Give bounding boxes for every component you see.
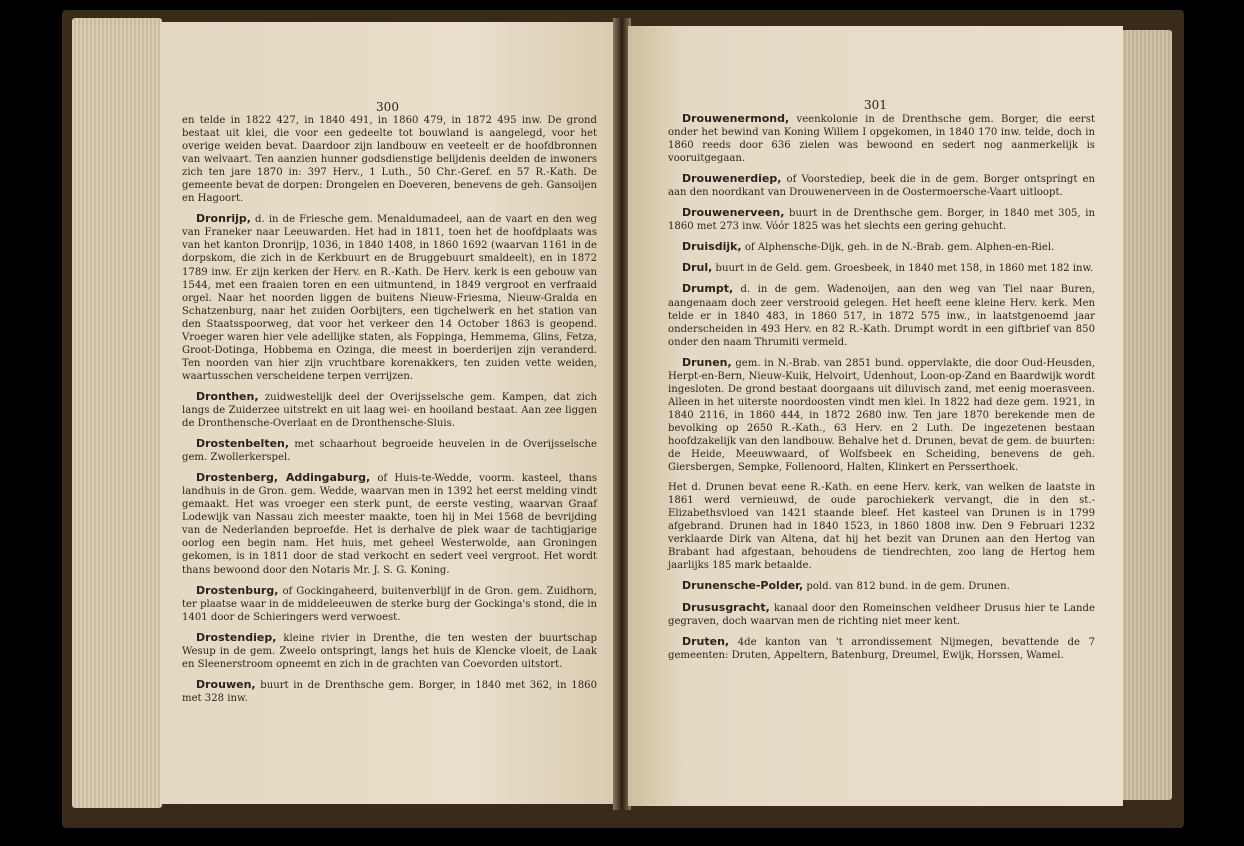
entry-headword: Drouwen, xyxy=(196,677,256,691)
entry-headword: Drostenburg, xyxy=(196,583,279,597)
dictionary-entry xyxy=(668,601,1095,628)
dictionary-entry xyxy=(182,631,597,671)
dictionary-entry xyxy=(182,437,597,464)
entry-text: d. in de Friesche gem. Menaldumadeel, aan de vaart en den weg van Franeker naar Leeuwarden. Het had in 1811, toen het de hoofdplaats was van het kanton Dronrijp, 1036, in 1840 1408, in 1860 1692 (waarvan 1161 in de dorpskom, die zich in de Kerkbuurt en de Bruggebuurt smaldeelt), en in 1872 1789 inw. Er zijn kerken der Herv. en R.-Kath. De Herv. kerk is een gebouw van 1544, met een fraaien toren en een uitmuntend, in 1849 vergroot en verfraaid orgel. Naar het noorden liggen de buitens Nieuw-Friesma, Nieuw-Gralda en Schatzenburg, naar het zuiden Oorbijters, een tigchelwerk en het station van den Staatsspoorweg, dat voor het verkeer den 14 October 1863 is geopend. Vroeger waren hier vele adellijke staten, als Foppinga, Hemmema, Glins, Fetza, Groot-Dotinga, Hobbema en Ozinga, die meest in boerderijen zijn veranderd. Ten noorden van hier zijn vruchtbare korenakkers, ten zuiden vette weiden, waartusschen verscheidene terpen verrijzen. xyxy=(182,214,597,382)
entry-headword: Drususgracht, xyxy=(682,600,770,614)
page-number: 301 xyxy=(864,98,887,112)
entry-text: buurt in de Geld. gem. Groesbeek, in 1840 met 158, in 1860 met 182 inw. xyxy=(712,263,1094,275)
entry-headword: Druisdijk, xyxy=(682,240,742,254)
entry-text: of Huis-te-Wedde, voorm. kasteel, thans landhuis in de Gron. gem. Wedde, waarvan men in 1392 het eerst melding vindt gemaakt. Het was vroeger een sterk punt, de eerste vesting, waarvan Graaf Lodewijk van Nassau zich meester maakte, toen hij in Mei 1568 de bevrijding van de Nederlanden beproefde. Het is derhalve de plek waar de tachtigjarige oorlog een begin nam. Het huis, met geheel Westerwolde, aan Groningen gekomen, is in 1811 door de stad verkocht en sedert veel vergroot. Het wordt thans bewoond door den Notaris Mr. J. S. G. Koning. xyxy=(182,473,597,576)
entry-headword: Drostenbelten, xyxy=(196,437,290,451)
dictionary-entry xyxy=(668,206,1095,233)
dictionary-entry xyxy=(182,584,597,624)
entry-text: kanaal door den Romeinschen veldheer Drusus hier te Lande gegraven, doch waarvan men de richting niet meer kent. xyxy=(668,602,1095,627)
entry-text: zuidwestelijk deel der Overijsselsche gem. Kampen, dat zich langs de Zuiderzee uitstrekt en uit laag wei- en hooiland bestaat. Aan zee liggen de Dronthensche-Overlaat en de Dronthensche-Sluis. xyxy=(182,391,597,430)
entry-text: of Voorstediep, beek die in de gem. Borger ontspringt en aan den noordkant van Drouwenerveen in de Oostermoersche-Vaart uitloopt. xyxy=(668,174,1095,199)
entry-headword: Drunensche-Polder, xyxy=(682,579,804,593)
dictionary-entry xyxy=(182,678,597,705)
dictionary-entry xyxy=(668,282,1095,348)
entry-text: veenkolonie in de Drenthsche gem. Borger, die eerst onder het bewind van Koning Willem I opgekomen, in 1840 170 inw. telde, doch in 1860 reeds door 636 zielen was bewoond en sedert nog aanmerkelijk is vooruitgegaan. xyxy=(668,114,1095,165)
entry-text: kleine rivier in Drenthe, die ten westen der buurtschap Wesup in de gem. Zweelo ontspringt, langs het huis de Klencke vloeit, de Laak en Sleenerstroom opneemt en zich in de grachten van Coevorden uitstort. xyxy=(182,632,597,670)
page-number: 300 xyxy=(376,100,399,114)
entry-text: pold. van 812 bund. in de gem. Drunen. xyxy=(803,581,1010,593)
entry-text: met schaarhout begroeide heuvelen in de Overijsselsche gem. Zwollerkerspel. xyxy=(182,439,597,464)
dictionary-entry xyxy=(668,481,1095,572)
text-column xyxy=(160,114,615,705)
dictionary-entry xyxy=(668,261,1095,275)
entry-headword: Drul, xyxy=(682,261,713,275)
entry-text: Het d. Drunen bevat eene R.-Kath. en eene Herv. kerk, van welken de laatste in 1861 werd vernieuwd, de oude parochiekerk vervangt, die in den st.-Elizabethsvloed van 1421 staande bleef. Het kasteel van Drunen is in 1799 afgebrand. Drunen had in 1840 1523, in 1860 1808 inw. Den 9 Februari 1232 verklaarde Dirk van Altena, dat hij het bezit van Drunen aan den Hertog van Brabant had afgestaan, behoudens de tiendrechten, zoo lang de Hertog hem jaarlijks 185 mark betaalde. xyxy=(668,482,1095,572)
dictionary-entry xyxy=(668,356,1095,474)
left-page xyxy=(160,22,615,804)
dictionary-entry xyxy=(182,471,597,576)
entry-text: of Gockingaheerd, buitenverblijf in de Gron. gem. Zuidhorn, ter plaatse waar in de middeleeuwen de sterke burg der Gockinga's stond, die in 1401 door de Schieringers werd verwoest. xyxy=(182,585,597,623)
entry-text: gem. in N.-Brab. van 2851 bund. oppervlakte, die door Oud-Heusden, Herpt-en-Bern, Nieuw-Kuik, Helvoirt, Udenhout, Loon-op-Zand en Baardwijk wordt ingesloten. De grond bestaat doorgaans uit diluvisch zand, met eenig moerasveen. Alleen in het uiterste noordoosten vindt men klei. In 1822 had deze gem. 1921, in 1840 2116, in 1860 444, in 1872 2680 inw. Ten jare 1870 berekende men de bevolking op 2650 R.-Kath., 63 Herv. en 2 Luth. De ingezetenen bestaan hoofdzakelijk van den landbouw. Behalve het d. Drunen, bevat de gem. de buurten: de Heide, Meeuwwaard, of Wolfsbeek en Scheiding, benevens de geh. Giersbergen, Sempke, Follenoord, Halten, Klinkert en Persserthoek. xyxy=(668,357,1095,474)
entry-text: buurt in de Drenthsche gem. Borger, in 1840 met 362, in 1860 met 328 inw. xyxy=(182,679,597,704)
entry-text: d. in de gem. Wadenoijen, aan den weg van Tiel naar Buren, aangenaam doch zeer verstrooid gelegen. Het heeft eene kleine Herv. kerk. Men telde er in 1840 483, in 1860 517, in 1872 575 inw., in laatstgenoemd jaar onderscheiden in 493 Herv. en 82 R.-Kath. Drumpt wordt in een giftbrief van 850 onder den naam Thrumiti vermeld. xyxy=(668,284,1095,348)
dictionary-entry xyxy=(668,240,1095,254)
dictionary-entry xyxy=(668,635,1095,662)
right-page xyxy=(628,26,1123,806)
entry-headword: Drumpt, xyxy=(682,282,734,296)
dictionary-entry xyxy=(182,114,597,205)
entry-text: en telde in 1822 427, in 1840 491, in 1860 479, in 1872 495 inw. De grond bestaat uit klei, die voor een gedeelte tot bouwland is aangelegd, voor het overige weiden bevat. Daardoor zijn landbouw en veeteelt er de hoofdbronnen van welvaart. Ten aanzien hunner godsdienstige belijdenis deelden de inwoners zich ten jare 1870 in: 397 Herv., 1 Luth., 50 Chr.-Geref. en 57 R.-Kath. De gemeente bevat de dorpen: Drongelen en Doeveren, benevens de geh. Gansoijen en Hagoort. xyxy=(182,115,597,205)
dictionary-entry xyxy=(182,390,597,430)
entry-text: 4de kanton van 't arrondissement Nijmegen, bevattende de 7 gemeenten: Druten, Appeltern, Batenburg, Dreumel, Ewijk, Horssen, Wamel. xyxy=(668,636,1095,661)
entry-headword: Drouwenermond, xyxy=(682,112,790,125)
dictionary-entry xyxy=(668,579,1095,593)
entry-headword: Druten, xyxy=(682,634,730,648)
dictionary-entry xyxy=(668,172,1095,199)
entry-headword: Drostenberg, Addingaburg, xyxy=(196,471,371,485)
entry-text: buurt in de Drenthsche gem. Borger, in 1840 met 305, in 1860 met 273 inw. Vóór 1825 was het slechts een gering gehucht. xyxy=(668,208,1095,233)
text-column xyxy=(628,112,1123,662)
entry-text: of Alphensche-Dijk, geh. in de N.-Brab. gem. Alphen-en-Riel. xyxy=(741,242,1055,254)
entry-headword: Drouwenerdiep, xyxy=(682,172,782,186)
entry-headword: Drostendiep, xyxy=(196,630,277,644)
entry-headword: Drouwenerveen, xyxy=(682,206,785,220)
entry-headword: Dronthen, xyxy=(196,389,259,403)
dictionary-entry xyxy=(668,112,1095,165)
entry-headword: Dronrijp, xyxy=(196,212,251,226)
dictionary-entry xyxy=(182,212,597,383)
entry-headword: Drunen, xyxy=(682,355,732,369)
page-edges-left xyxy=(72,18,162,808)
